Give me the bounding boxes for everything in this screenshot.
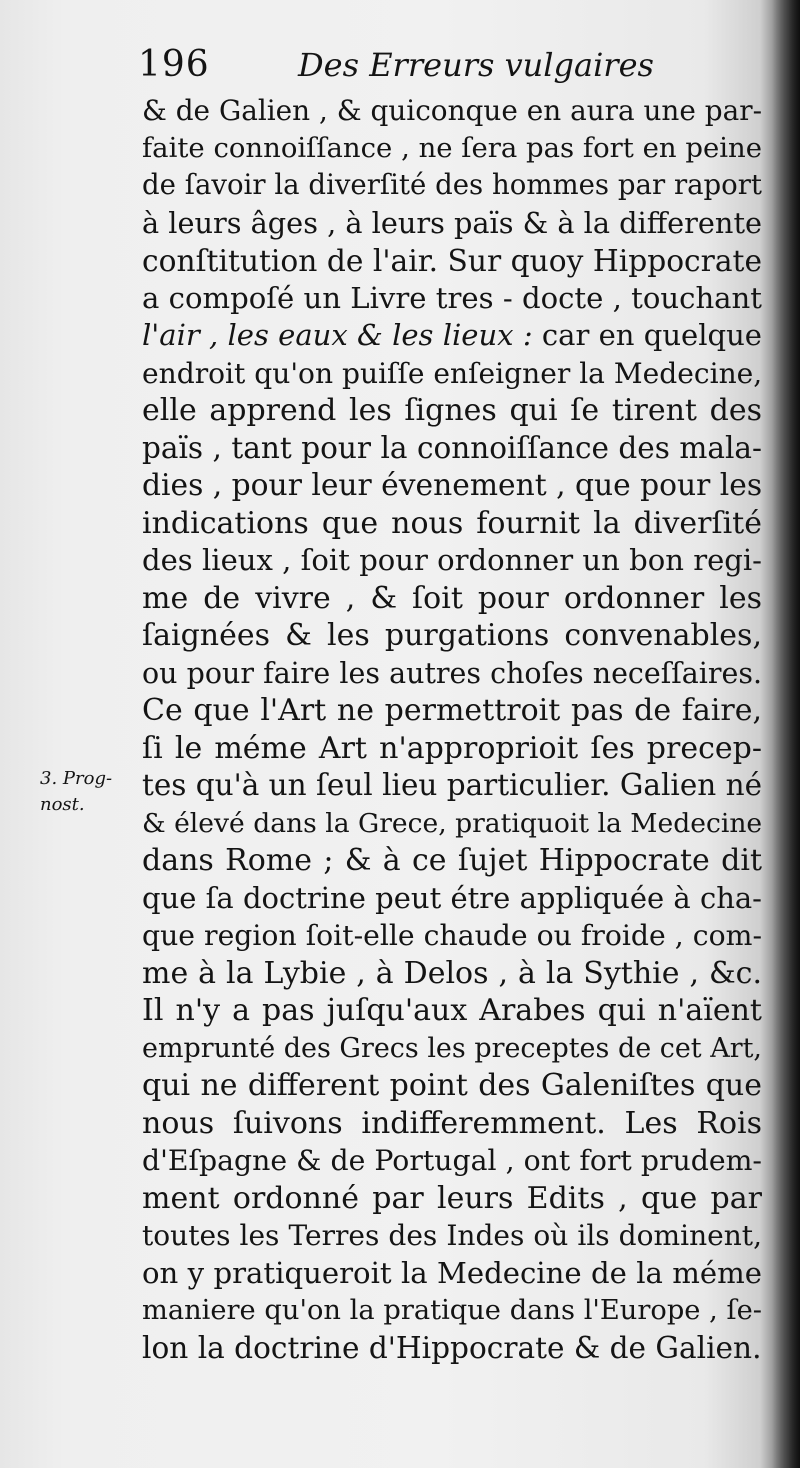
body-text (142, 92, 762, 1367)
text-line: à leurs âges , à leurs païs & à la differente (142, 205, 763, 240)
margin-note-line: 3. Prog- (40, 768, 113, 789)
text-line: que region ſoit-elle chaude ou froide , com- (142, 919, 762, 952)
text-line: me à la Lybie , à Delos , à la Sythie , &c. (142, 955, 762, 991)
text-line: païs , tant pour la connoiſſance des mala- (142, 430, 762, 465)
text-line: dans Rome ; & à ce ſujet Hippocrate dit (142, 843, 762, 878)
text-line: qui ne different point des Galeniſtes que (142, 1068, 762, 1103)
running-title: Des Erreurs vulgaires (298, 46, 654, 84)
text-line: ſi le méme Art n'approprioit ſes precep- (142, 730, 762, 766)
text-line: toutes les Terres des Indes où ils dominent, (142, 1219, 762, 1252)
text-line: elle apprend les ſignes qui ſe tirent des (142, 393, 762, 428)
text-line: tes qu'à un ſeul lieu particulier. Galien né (142, 768, 763, 802)
text-line: Ce que l'Art ne permettroit pas de faire, (142, 693, 762, 728)
text-line: a compoſé un Livre tres - docte , touchant (142, 280, 762, 315)
text-line: d'Eſpagne & de Portugal , ont fort prudem- (142, 1144, 762, 1177)
page-number: 196 (138, 44, 210, 85)
text-line: Il n'y a pas juſqu'aux Arabes qui n'aïent (142, 993, 762, 1028)
text-line: indications que nous fournit la diverſité (142, 505, 762, 541)
text-line-last: lon la doctrine d'Hippocrate & de Galien. (142, 1330, 762, 1365)
roman-phrase: car en quelque (532, 318, 762, 352)
text-line: me de vivre , & ſoit pour ordonner les (142, 580, 762, 616)
text-line: on y pratiqueroit la Medecine de la méme (142, 1255, 762, 1290)
text-line: nous ſuivons indifferemment. Les Rois (142, 1105, 762, 1141)
margin-note-line: nost. (40, 794, 85, 815)
text-line: emprunté des Grecs les preceptes de cet Art, (142, 1032, 762, 1064)
text-line: & de Galien , & quiconque en aura une par- (142, 94, 762, 127)
text-line: faite connoiſſance , ne ſera pas fort en peine (142, 131, 762, 164)
text-line: ſaignées & les purgations convenables, (142, 618, 762, 653)
text-line: que ſa doctrine peut étre appliquée à cha- (142, 880, 762, 915)
text-line: endroit qu'on puiſſe enſeigner la Medecine, (142, 356, 763, 390)
text-line: & élevé dans la Grece, pratiquoit la Medecine (142, 807, 763, 839)
text-line: des lieux , ſoit pour ordonner un bon regi- (142, 543, 762, 577)
text-line-mixed (142, 317, 762, 355)
text-line: dies , pour leur évenement , que pour les (142, 468, 763, 503)
text-line: maniere qu'on la pratique dans l'Europe , ſe- (142, 1295, 762, 1326)
text-line: de ſavoir la diverſité des hommes par raport (142, 169, 762, 201)
page-header (138, 44, 758, 92)
page-gutter-shadow (772, 0, 800, 1468)
margin-note (40, 766, 112, 818)
italic-phrase: l'air , les eaux & les lieux : (142, 318, 533, 352)
text-line: conſtitution de l'air. Sur quoy Hippocrate (142, 243, 762, 278)
text-line: ou pour faire les autres choſes neceſſaires. (142, 656, 762, 690)
text-line: ment ordonné par leurs Edits , que par (142, 1180, 762, 1216)
